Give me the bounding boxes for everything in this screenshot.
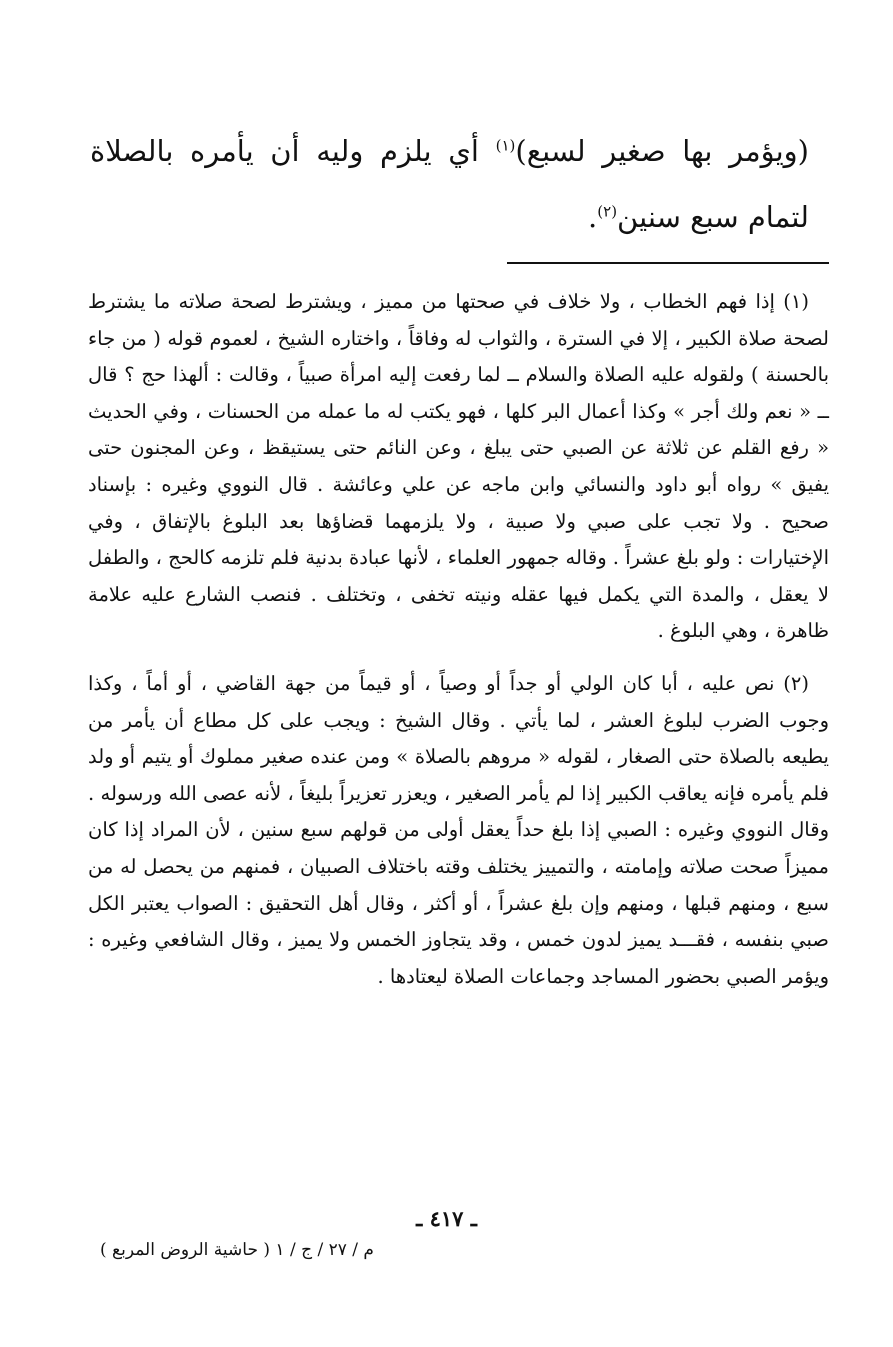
footnote-1: (١) إذا فهم الخطاب ، ولا خلاف في صحتها من مميز ، ويشترط لصحة صلاته ما يشترط لصحة صلاة الكبير ، إلا في السترة ، والثواب له وفاقاً ، واختاره الشيخ ، لعموم قوله ( من جاء بالحسنة ) ولقوله عليه الصلاة والسلام ــ لما رفعت إليه امرأة صبياً ، وقالت : ألهذا حج ؟ قال ــ « نعم ولك أجر » وكذا أعمال البر كلها ، فهو يكتب له ما عمله من الحسنات ، وفي الحديث « رفع القلم عن ثلاثة عن الصبي حتى يبلغ ، وعن النائم حتى يستيقظ ، وعن المجنون حتى يفيق » رواه أبو داود والنسائي وابن ماجه عن علي وعائشة . قال النووي وغيره : بإسناد صحيح . ولا تجب على صبي ولا صبية ، ولا يلزمهما قضاؤها بعد البلوغ بالإتفاق ، وفي الإختيارات : ولو بلغ عشراً . وقاله جمهور العلماء ، لأنها عبادة بدنية فلم تلزمه كالحج ، والطفل لا يعقل ، والمدة التي يكمل فيها عقله ونيته تخفى ، وتختلف . فنصب الشارع عليه علامة ظاهرة ، وهي البلوغ .	[88, 290, 829, 643]
main-text	[90, 118, 809, 250]
footnote-ref-2: (٢)	[597, 202, 618, 221]
print-signature: م / ٢٧ / ج / ١ ( حاشية الروض المربع )	[100, 1240, 374, 1260]
page-number: ـ ٤١٧ ـ	[416, 1206, 477, 1231]
footnotes	[88, 284, 829, 995]
sharh-text: أي يلزم وليه أن يأمره بالصلاة لتمام سبع سنين	[90, 134, 809, 234]
matn-text: (ويؤمر بها صغير لسبع)	[515, 134, 809, 168]
footnote-separator	[507, 262, 829, 264]
footnote-2: (٢) نص عليه ، أبا كان الولي أو جداً أو وصياً ، أو قيماً من جهة القاضي ، أو أماً ، وكذا وجوب الضرب لبلوغ العشر ، لما يأتي . وقال الشيخ : ويجب على كل مطاع أن يأمر من يطيعه بالصلاة حتى الصغار ، لقوله « مروهم بالصلاة » ومن عنده صغير مملوك أو يتيم أو ولد فلم يأمره فإنه يعاقب الكبير إذا لم يأمر الصغير ، ويعزر تعزيراً بليغاً ، لأنه عصى الله ورسوله . وقال النووي وغيره : الصبي إذا بلغ حداً يعقل أولى من قولهم سبع سنين ، لأن المراد إذا كان مميزاً صحت صلاته وإمامته ، والتمييز يختلف وقته باختلاف الصبيان ، فمنهم من يحصل له من سبع ، ومنهم قبلها ، ومنهم وإن بلغ عشراً ، أو أكثر ، وقال أهل التحقيق : الصواب يعتبر الكل صبي بنفسه ، فقـــد يميز لدون خمس ، وقد يتجاوز الخمس ولا يميز ، وقال الشافعي وغيره : ويؤمر الصبي بحضور المساجد وجماعات الصلاة ليعتادها .	[88, 671, 829, 988]
footnote-ref-1: (١)	[495, 136, 516, 155]
sentence-end: .	[588, 200, 598, 234]
main-paragraph	[90, 118, 809, 250]
